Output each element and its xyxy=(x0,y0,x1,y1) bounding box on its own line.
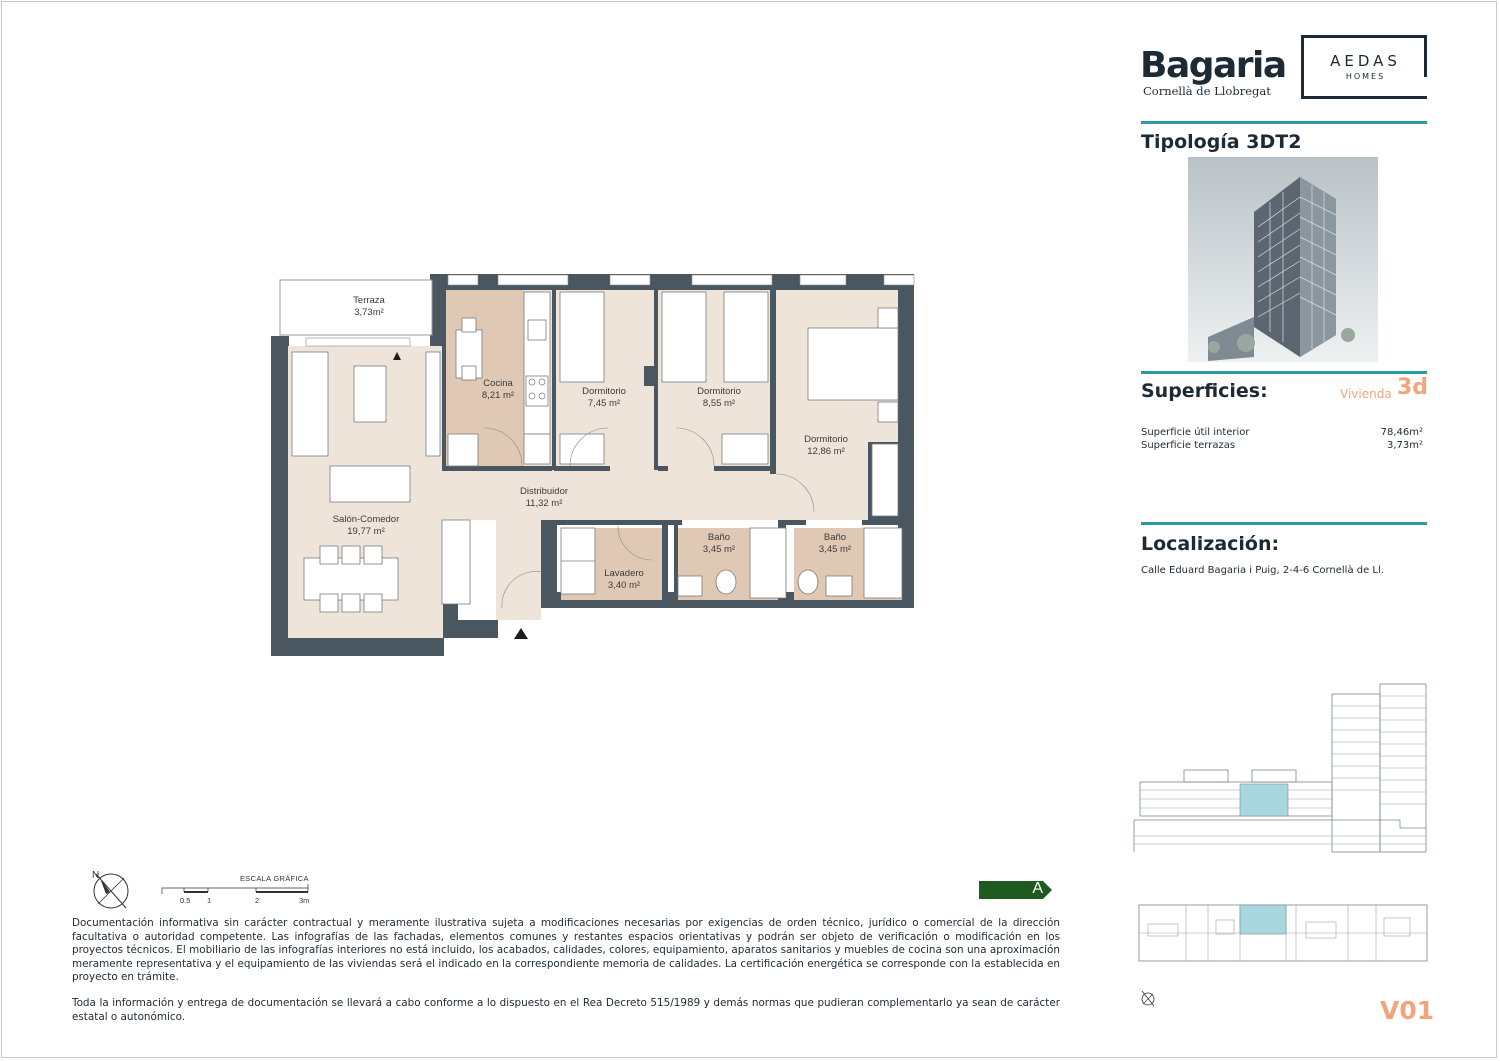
room-area: 8,21 m² xyxy=(481,390,515,401)
room-name: Distribuidor xyxy=(519,486,569,497)
room-name: Salón-Comedor xyxy=(332,514,400,525)
scale-title: ESCALA GRÁFICA xyxy=(240,874,309,883)
surface-value: 3,73m² xyxy=(1386,440,1423,451)
room-name: Terraza xyxy=(353,295,385,306)
brand-logo xyxy=(1140,45,1286,98)
legal-disclaimer: Documentación informativa sin carácter contractual y meramente ilustrativa sujeta a modificaciones necesarias por exigencias de orden técnico, jurídico o comercial de la dirección facultativa o autoridad competente. Las infografías de las fachadas, elementos comunes y restantes espacios orientativas y podrán ser objeto de verificación o modificación en los proyectos técnicos. El mobiliario de las infografías interiores no está incluido, los acabados, calidades, colores, equipamiento, aparatos sanitarios y muebles de cocina son una aproximación meramente representativa y el equipamiento de las viviendas será el indicado en la correspondiente memoria de calidades. La certificación energética se corresponde con la establecida en proyecto en trámite. xyxy=(72,917,1060,984)
scale-tick: 3m xyxy=(299,896,310,905)
room-area: 12,86 m² xyxy=(807,446,845,457)
floor-key-plan xyxy=(1136,900,1431,966)
section-divider xyxy=(1141,121,1427,124)
scale-bar xyxy=(158,872,318,896)
surface-value: 78,46m² xyxy=(1380,427,1423,438)
surface-label: Superficie útil interior xyxy=(1141,427,1250,438)
room-area: 3,45 m² xyxy=(702,544,736,555)
room-area: 3,40 m² xyxy=(607,580,641,591)
vivienda-label: Vivienda xyxy=(1340,387,1392,401)
room-area: 7,45 m² xyxy=(587,398,621,409)
room-name: Dormitorio xyxy=(697,386,741,397)
plan-code: V01 xyxy=(1380,996,1435,1025)
section-divider xyxy=(1141,371,1427,374)
energy-rating-badge xyxy=(979,881,1043,899)
surface-label: Superficie terrazas xyxy=(1141,440,1236,451)
address-text: Calle Eduard Bagaria i Puig, 2-4-6 Cornellà de Ll. xyxy=(1141,565,1384,576)
developer-name: AEDAS xyxy=(1330,52,1401,70)
scale-tick: 1 xyxy=(207,896,212,905)
room-name: Baño xyxy=(823,532,847,543)
section-divider xyxy=(1141,522,1427,525)
localizacion-title: Localización: xyxy=(1141,533,1280,555)
legal-disclaimer: Toda la información y entrega de documentación se llevará a cabo conforme a lo dispuesto en el Rea Decreto 515/1989 y demás normas que pudieran complementarlo ya sean de carácter estatal o autonómico. xyxy=(72,997,1060,1023)
energy-rating-letter: A xyxy=(1032,880,1043,897)
developer-sub: HOMES xyxy=(1345,72,1386,81)
room-area: 11,32 m² xyxy=(525,498,563,509)
entrance-arrow-icon xyxy=(514,628,528,639)
building-elevation-key xyxy=(1130,680,1430,855)
compass-north-label: N xyxy=(92,870,100,881)
vivienda-code: 3d xyxy=(1397,375,1429,400)
north-compass-icon xyxy=(86,866,134,914)
room-name: Dormitorio xyxy=(804,434,848,445)
building-render-image xyxy=(1188,157,1378,362)
room-name: Cocina xyxy=(483,378,513,389)
surface-row xyxy=(1141,440,1423,451)
scale-tick: 2 xyxy=(255,896,260,905)
brand-name: Bagaria xyxy=(1140,45,1286,86)
typology-title: Tipología 3DT2 xyxy=(1141,131,1302,153)
compass-icon xyxy=(1138,988,1158,1008)
room-name: Baño xyxy=(707,532,731,543)
scale-tick: 0.5 xyxy=(180,896,191,905)
room-name: Lavadero xyxy=(604,568,644,579)
room-area: 3,45 m² xyxy=(818,544,852,555)
brand-location: Cornellà de Llobregat xyxy=(1143,84,1271,98)
superficies-title: Superficies: xyxy=(1141,380,1268,402)
developer-logo xyxy=(1301,35,1427,99)
highlighted-unit xyxy=(1240,905,1286,934)
room-area: 3,73m² xyxy=(354,307,384,318)
room-name: Dormitorio xyxy=(582,386,626,397)
room-area: 8,55 m² xyxy=(702,398,736,409)
floor-plan xyxy=(266,270,921,662)
surface-row xyxy=(1141,427,1423,438)
room-area: 19,77 m² xyxy=(347,526,385,537)
highlighted-unit xyxy=(1240,784,1288,816)
